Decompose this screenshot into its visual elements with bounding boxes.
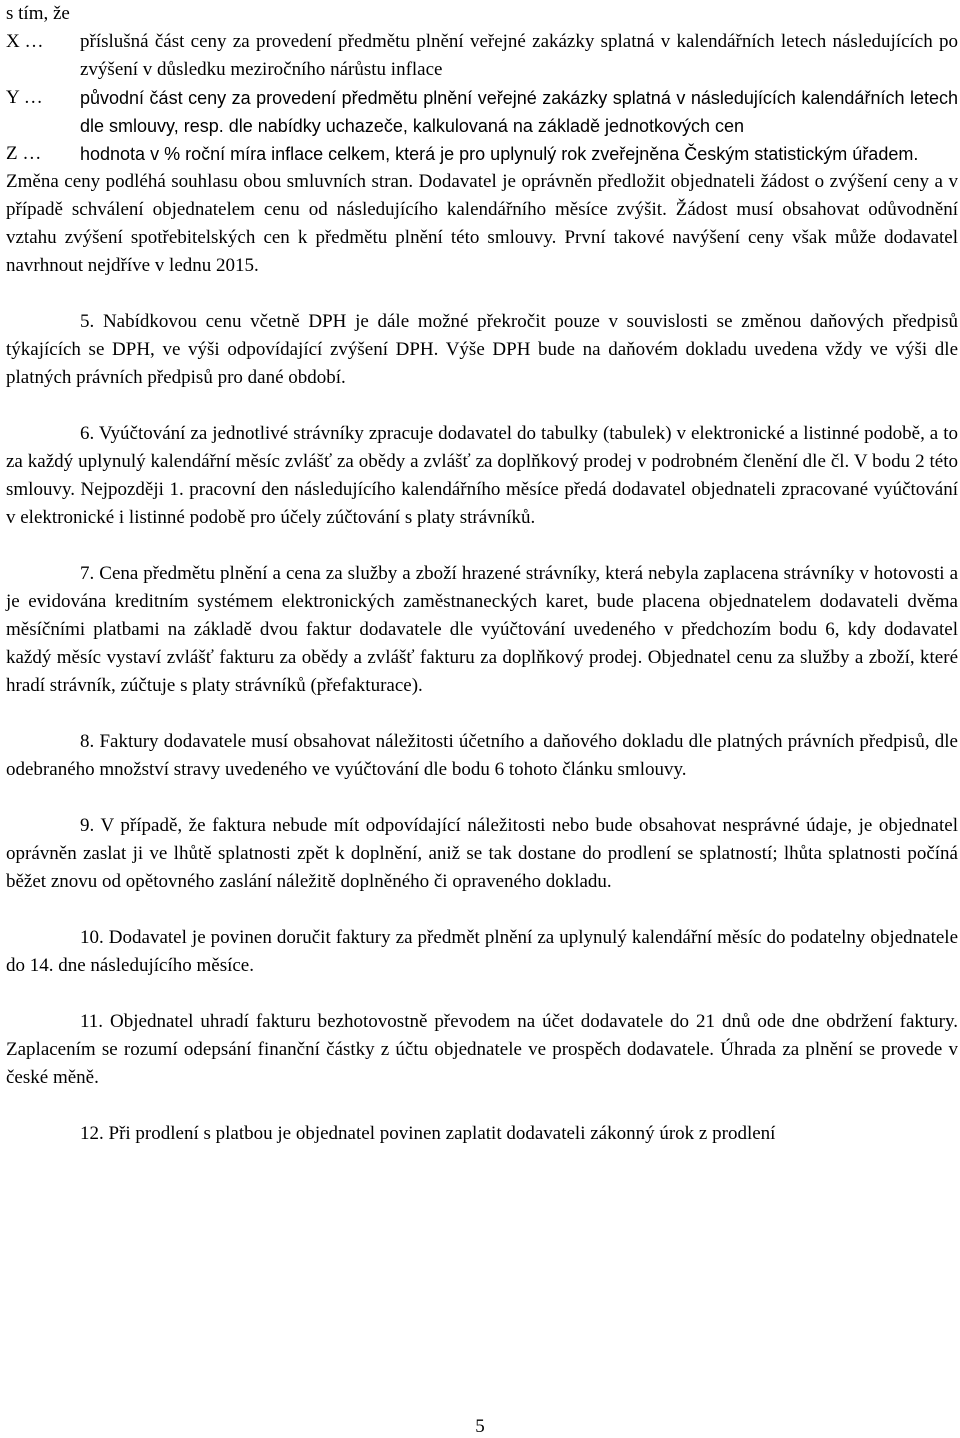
- clause-text: Při prodlení s platbou je objednatel povinen zaplatit dodavateli zákonný úrok z prodlení: [108, 1123, 776, 1144]
- variable-definition-y: [6, 84, 958, 140]
- clause-text: Vyúčtování za jednotlivé strávníky zpracuje dodavatel do tabulky (tabulek) v elektronické a listinné podobě, a to za každý uplynulý kalendářní měsíc zvlášť za obědy a zvlášť za doplňkový prodej v podrobném členění dle čl. V bodu 2 této smlouvy. Nejpozději 1. pracovní den následujícího kalendářního měsíce předá dodavatel objednateli zpracované vyúčtování v elektronické i listinné podobě pro účely zúčtování s platy strávníků.: [6, 423, 958, 528]
- clause-5: [6, 308, 958, 392]
- clause-9: [6, 812, 958, 896]
- clause-number: 8.: [80, 731, 95, 752]
- clause-number: 6.: [80, 423, 95, 444]
- variable-text: původní část ceny za provedení předmětu plnění veřejné zakázky splatná v následujících kalendářních letech dle smlouvy, resp. dle nabídky uchazeče, kalkulovaná na základě jednotkových cen: [80, 88, 958, 136]
- clause-text: Faktury dodavatele musí obsahovat náležitosti účetního a daňového dokladu dle platných právních předpisů, dle odebraného množství stravy uvedeného ve vyúčtování dle bodu 6 tohoto článku smlouvy.: [6, 731, 958, 780]
- clause-text: Cena předmětu plnění a cena za služby a zboží hrazené strávníky, která nebyla zaplacena strávníky v hotovosti a je evidována kreditním systémem elektronických zaměstnaneckých karet, bude placena objednatelem dodavateli dvěma měsíčními platbami na základě dvou faktur dodavatele dle vyúčtování uvedeného v předchozím bodu 6, kdy dodavatel každý měsíc vystaví zvlášť fakturu za obědy a zvlášť fakturu za doplňkový prodej. Objednatel cenu za služby a zboží, které hradí strávník, zúčtuje s platy strávníků (přefakturace).: [6, 563, 959, 696]
- clause-text: Objednatel uhradí fakturu bezhotovostně převodem na účet dodavatele do 21 dnů ode dne obdržení faktury. Zaplacením se rozumí odepsání finanční částky z účtu objednatele ve prospěch dodavatele. Úhrada za plnění se provede v české měně.: [6, 1011, 959, 1088]
- intro-line: s tím, že: [6, 3, 70, 24]
- page-number: 5: [475, 1416, 485, 1437]
- clause-number: 9.: [80, 815, 95, 836]
- price-change-paragraph: Změna ceny podléhá souhlasu obou smluvních stran. Dodavatel je oprávněn předložit objednateli žádost o zvýšení ceny a v případě schválení objednatelem cenu od následujícího kalendářního měsíce zvýšit. Žádost musí obsahovat odůvodnění vztahu zvýšení spotřebitelských cen k předmětu plnění této smlouvy. První takové navýšení ceny však může dodavatel navrhnout nejdříve v lednu 2015.: [6, 171, 958, 276]
- clause-text: V případě, že faktura nebude mít odpovídající náležitosti nebo bude obsahovat nesprávné údaje, je objednatel oprávněn zaslat ji ve lhůtě splatnosti zpět k doplnění, aniž se tak dostane do prodlení se splatností; lhůta splatnosti počíná běžet znovu od opětovného zaslání náležitě doplněného či opraveného dokladu.: [6, 815, 958, 892]
- variable-definition-z: [6, 140, 958, 168]
- clause-7: [6, 560, 958, 700]
- document-page: [6, 0, 958, 1148]
- clause-number: 10.: [80, 927, 104, 948]
- variable-text: hodnota v % roční míra inflace celkem, která je pro uplynulý rok zveřejněna Českým statistickým úřadem.: [80, 144, 919, 164]
- clause-number: 11.: [80, 1011, 104, 1032]
- clause-number: 7.: [80, 563, 95, 584]
- clause-text: Nabídkovou cenu včetně DPH je dále možné překročit pouze v souvislosti se změnou daňových předpisů týkajících se DPH, ve výši odpovídající zvýšení DPH. Výše DPH bude na daňovém dokladu uvedena vždy ve výši dle platných právních předpisů pro dané období.: [6, 311, 959, 388]
- clause-text: Dodavatel je povinen doručit faktury za předmět plnění za uplynulý kalendářní měsíc do podatelny objednatele do 14. dne následujícího měsíce.: [6, 927, 959, 976]
- clause-number: 5.: [80, 311, 95, 332]
- variable-symbol: Z …: [6, 143, 42, 164]
- variable-definition-x: [6, 28, 958, 84]
- variable-symbol: X …: [6, 31, 44, 52]
- clause-11: [6, 1008, 958, 1092]
- clause-8: [6, 728, 958, 784]
- clause-10: [6, 924, 958, 980]
- clause-12: [6, 1120, 958, 1148]
- variable-symbol: Y …: [6, 87, 43, 108]
- clause-number: 12.: [80, 1123, 104, 1144]
- clause-6: [6, 420, 958, 532]
- variable-text: příslušná část ceny za provedení předmětu plnění veřejné zakázky splatná v kalendářních letech následujících po zvýšení v důsledku meziročního nárůstu inflace: [80, 31, 958, 80]
